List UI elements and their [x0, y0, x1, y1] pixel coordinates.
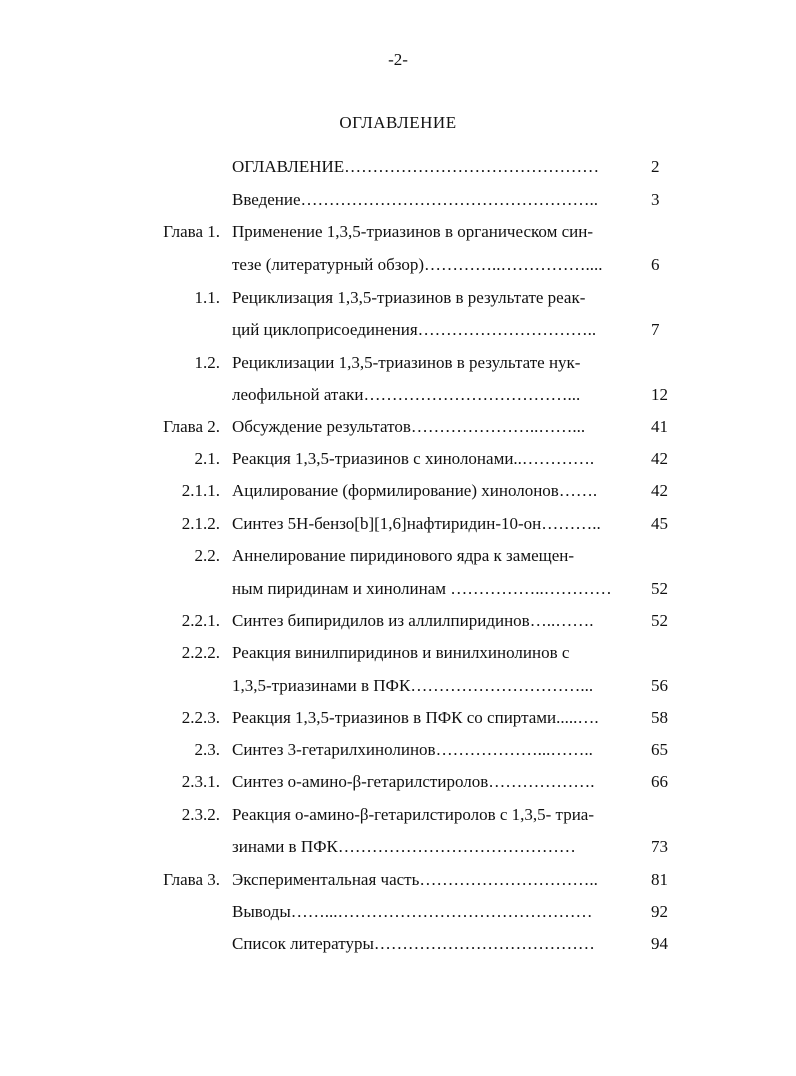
toc-entry-number: 2.1.1.	[181, 481, 220, 500]
toc-entry-text[interactable]: Синтез 3-гетарилхинолинов………………...……..	[232, 740, 593, 759]
toc-entry-page: 3	[651, 190, 660, 209]
toc-entry-page: 58	[651, 708, 668, 727]
toc-entry-number: 2.1.2.	[181, 514, 220, 533]
toc-entry-number: 2.3.2.	[181, 805, 220, 824]
toc-entry-number: 2.2.2.	[181, 643, 220, 662]
toc-entry-page: 65	[651, 740, 668, 759]
page-number: -2-	[388, 50, 408, 69]
toc-entry-text[interactable]: Список литературы…………………………………	[232, 934, 595, 953]
toc-entry-text[interactable]: ОГЛАВЛЕНИЕ………………………………………	[232, 157, 600, 176]
toc-entry-page: 2	[651, 157, 660, 176]
toc-entry-page: 52	[651, 611, 668, 630]
toc-entry-text[interactable]: Экспериментальная часть…………………………..	[232, 870, 598, 889]
toc-entry-text[interactable]: Синтез 5H-бензо[b][1,6]нафтиридин-10-он………..	[232, 514, 601, 533]
toc-entry-number: Глава 2.	[163, 417, 220, 436]
toc-entry-text-continued[interactable]: ций циклоприсоединения…………………………..	[232, 320, 597, 339]
toc-entry-page: 56	[651, 676, 668, 695]
toc-entry-page: 42	[651, 481, 668, 500]
toc-entry-text[interactable]: Применение 1,3,5-триазинов в органическом син-	[232, 222, 593, 241]
toc-entry-number: 2.2.1.	[181, 611, 220, 630]
toc-entry-number: 1.1.	[194, 288, 220, 307]
toc-entry-text[interactable]: Синтез о-амино-β-гетарилстиролов……………….	[232, 772, 595, 791]
toc-entry-page: 66	[651, 772, 668, 791]
toc-entry-number: Глава 3.	[163, 870, 220, 889]
toc-entry-number: 2.3.	[194, 740, 220, 759]
toc-entry-page: 7	[651, 320, 660, 339]
toc-entry-page: 52	[651, 579, 668, 598]
toc-entry-number: 1.2.	[194, 353, 220, 372]
toc-entry-number: 2.2.	[194, 546, 220, 565]
toc-entry-page: 42	[651, 449, 668, 468]
toc-entry-page: 73	[651, 837, 668, 856]
toc-entry-text[interactable]: Рециклизация 1,3,5-триазинов в результате реак-	[232, 288, 586, 307]
toc-entry-text[interactable]: Реакция 1,3,5-триазинов с хинолонами..………….	[232, 449, 595, 468]
toc-entry-number: Глава 1.	[163, 222, 220, 241]
toc-entry-text-continued[interactable]: зинами в ПФК……………………………………	[232, 837, 576, 856]
toc-entry-text[interactable]: Синтез бипиридилов из аллилпиридинов…..…….	[232, 611, 594, 630]
toc-entry-page: 92	[651, 902, 668, 921]
toc-entry-text[interactable]: Обсуждение результатов…………………..……...	[232, 417, 586, 436]
toc-entry-text[interactable]: Ацилирование (формилирование) хинолонов…….	[232, 481, 598, 500]
toc-entry-text-continued[interactable]: леофильной атаки………………………………...	[232, 385, 581, 404]
toc-entry-page: 6	[651, 255, 660, 274]
toc-entry-page: 81	[651, 870, 668, 889]
toc-entry-text[interactable]: Введение……………………………………………..	[232, 190, 599, 209]
toc-entry-page: 12	[651, 385, 668, 404]
toc-entry-number: 2.1.	[194, 449, 220, 468]
toc-entry-text[interactable]: Выводы……...………………………………………	[232, 902, 593, 921]
toc-entry-page: 41	[651, 417, 668, 436]
toc-entry-number: 2.2.3.	[181, 708, 220, 727]
toc-entry-text[interactable]: Аннелирование пиридинового ядра к замещен-	[232, 546, 575, 565]
toc-entry-text-continued[interactable]: ным пиридинам и хинолинам ……………..…………	[232, 579, 612, 598]
toc-entry-page: 45	[651, 514, 668, 533]
toc-entry-text[interactable]: Рециклизации 1,3,5-триазинов в результате нук-	[232, 353, 581, 372]
toc-heading: ОГЛАВЛЕНИЕ	[339, 113, 457, 132]
toc-entry-page: 94	[651, 934, 668, 953]
toc-entry-text-continued[interactable]: 1,3,5-триазинами в ПФК…………………………...	[232, 676, 594, 695]
toc-entry-text[interactable]: Реакция винилпиридинов и винилхинолинов с	[232, 643, 570, 662]
toc-entry-text[interactable]: Реакция 1,3,5-триазинов в ПФК со спиртами.....….	[232, 708, 599, 727]
toc-entry-text-continued[interactable]: тезе (литературный обзор)…………..……………....	[232, 255, 603, 274]
toc-entry-number: 2.3.1.	[181, 772, 220, 791]
toc-entry-text[interactable]: Реакция о-амино-β-гетарилстиролов с 1,3,5- триа-	[232, 805, 594, 824]
